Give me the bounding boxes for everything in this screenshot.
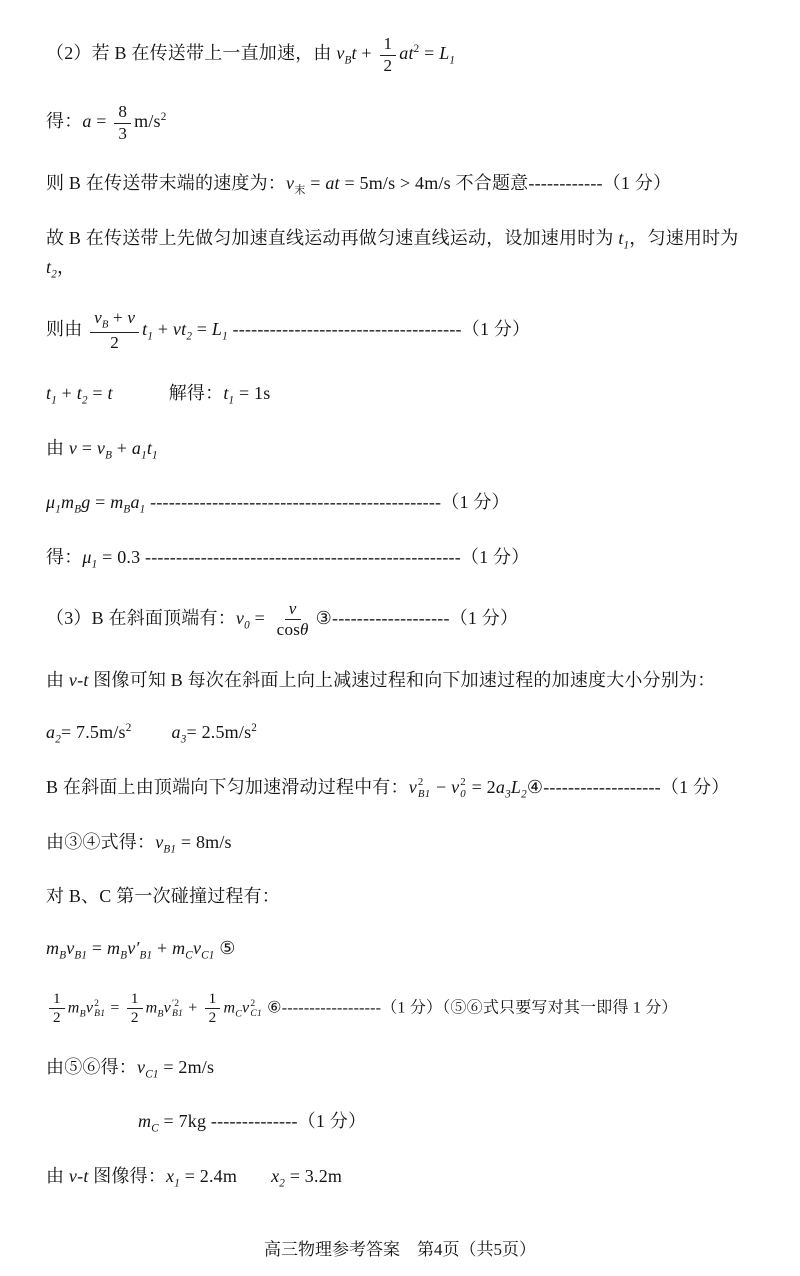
line-vc1-value: 由⑤⑥得：$v_{C1} = 2m/s$ [46, 1056, 215, 1081]
line-belt-end-speed: 则 B 在传送带末端的速度为：$v_末$ = at = 5m/s > 4m/s 不合题意------------（1 分） [46, 173, 672, 197]
line-vt-graph-note: 由 v-t 图像可知 B 每次在斜面上向上减速过程和向下加速过程的加速度大小分别为： [46, 669, 716, 690]
line-energy-eq: $\frac{1}{2}$ $m_Bv$ 2 B1 = $\frac{1}{2}$ $m_Bv$ ′2 B1 + $\frac{1}{2}$ $m_Cv$ 2 C1 ⑥------------------（1 分）（⑤⑥式只要写对其一即得 1 分） [46, 990, 760, 1027]
line-displacement-eq: 则由 $\frac{v_B + v}{2}$ $t_1 + vt_2 = L_1$ -------------------------------------（1 分） [46, 308, 531, 353]
line-mc-value: $m_C = 7kg$ --------------（1 分） [138, 1111, 367, 1136]
line-friction-eq: $\mu_1m_Bg = m_Ba_1$ -----------------------------------------------（1 分） [46, 492, 510, 517]
line-velocity-eq: 由 $v = v_B + a_1t_1$ [46, 437, 158, 462]
line-part3-v0-eq: （3）B 在斜面顶端有：$v_0$ = $\frac{v}{\cos\theta}$ ③-------------------（1 分） [46, 598, 519, 640]
line-motion-description: 故 B 在传送带上先做匀加速直线运动再做匀速直线运动，设加速用时为 $t_1$，匀速用时为 $t_2$， [46, 227, 739, 281]
line-time-eq-solve: $t_1 + t_2 = t$ 解得：$t_1 = 1s$ [46, 382, 271, 407]
line-collision-intro: 对 B、C 第一次碰撞过程有： [46, 886, 281, 907]
line-part2-intro-eq: （2）若 B 在传送带上一直加速，由 $v_Bt$ + $\frac{1}{2}$ $at^2 = L_1$ [46, 34, 456, 75]
line-vb1-value: 由③④式得：$v_{B1} = 8m/s$ [46, 831, 232, 856]
page-footer: 高三物理参考答案 第4页（共5页） [264, 1240, 536, 1259]
line-vt-graph-x-values: 由 v-t 图像得：$x_1 = 2.4m$ $x_2 = 3.2m$ [46, 1166, 343, 1190]
line-accel-values: $a_2= 7.5m/s^2$ $a_3= 2.5m/s^2$ [46, 722, 258, 746]
line-momentum-eq: $m_Bv_{B1} = m_Bv'_{B1} + m_Cv_{C1}$ ⑤ [46, 938, 236, 963]
line-accel-value: 得：a = $\frac{8}{3}$ $m/s^2$ [46, 102, 167, 143]
line-slide-eq: B 在斜面上由顶端向下匀加速滑动过程中有：v 2 B1 − v 2 0 = $2a_3L_2④-------------------(1$ 分） [46, 776, 730, 801]
line-mu-value: 得：$\mu_1 = 0.3$ ---------------------------------------------------（1 分） [46, 547, 530, 571]
